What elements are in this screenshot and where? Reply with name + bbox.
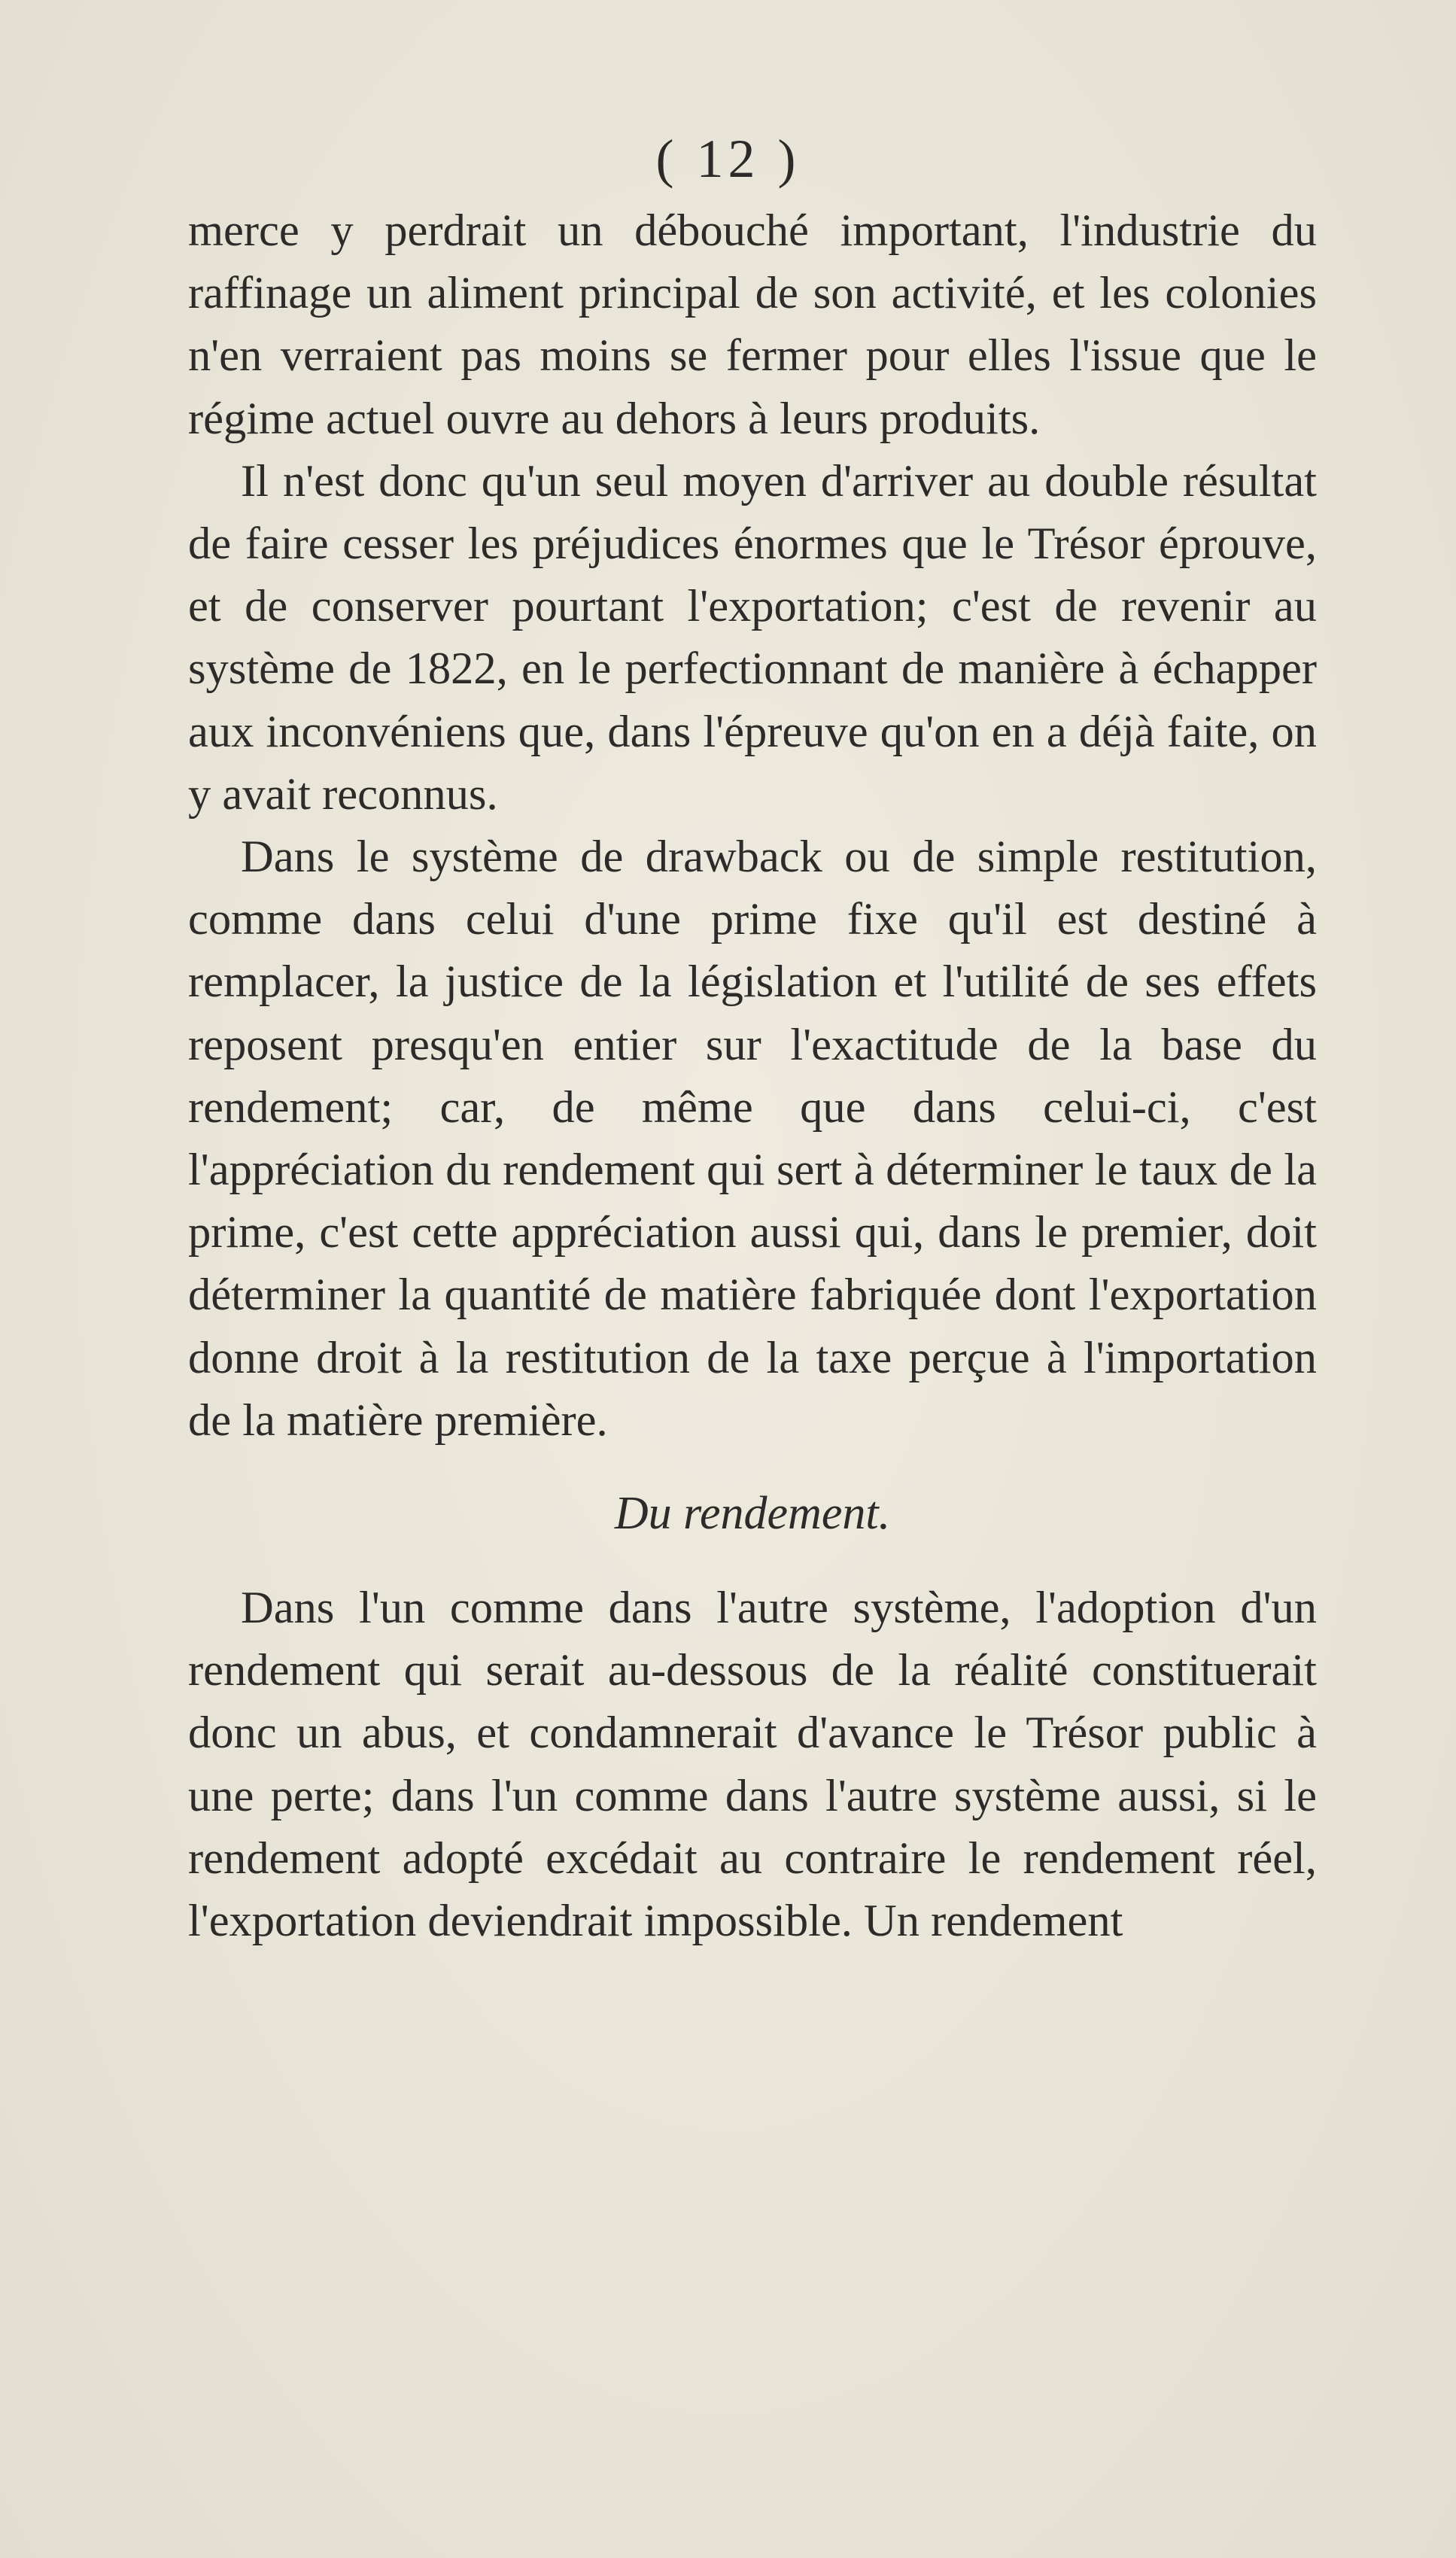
section-heading: Du rendement.	[614, 1488, 891, 1540]
paragraph-drawback-system: Dans le système de drawback ou de simple restitution, comme dans celui d'une prime fixe qu'il est destiné à remplacer, la justice de la législation et l'utilité de ses effets reposent presqu'en entier sur l'exactitude de la base du rendement; car, de même que dans celui-ci, c'est l'appréciation du rendement qui sert à déterminer le taux de la prime, c'est cette appréciation aussi qui, dans le premier, doit déterminer la quantité de matière fabriquée dont l'exportation donne droit à la restitution de la taxe perçue à l'importation de la matière première.	[188, 832, 1317, 1446]
paragraph-rendement: Dans l'un comme dans l'autre système, l'adoption d'un rendement qui serait au-dessous de la réalité constituerait donc un abus, et condamnerait d'avance le Trésor public à une perte; dans l'un comme dans l'autre système aussi, si le rendement adopté excédait au contraire le rendement réel, l'exportation deviendrait impossible. Un rendement	[188, 1583, 1317, 1947]
page-number: ( 12 )	[655, 129, 801, 189]
paragraph-double-result: Il n'est donc qu'un seul moyen d'arriver au double résultat de faire cesser les préjudices énormes que le Trésor éprouve, et de conserver pourtant l'exportation; c'est de revenir au système de 1822, en le perfectionnant de manière à échapper aux inconvéniens que, dans l'épreuve qu'on en a déjà faite, on y avait reconnus.	[188, 455, 1317, 820]
body-text	[188, 199, 1317, 1952]
paragraph-continuation: merce y perdrait un débouché important, l'industrie du raffinage un aliment principal de son activité, et les colonies n'en verraient pas moins se fermer pour elles l'issue que le régime actuel ouvre au dehors à leurs produits.	[188, 205, 1317, 444]
